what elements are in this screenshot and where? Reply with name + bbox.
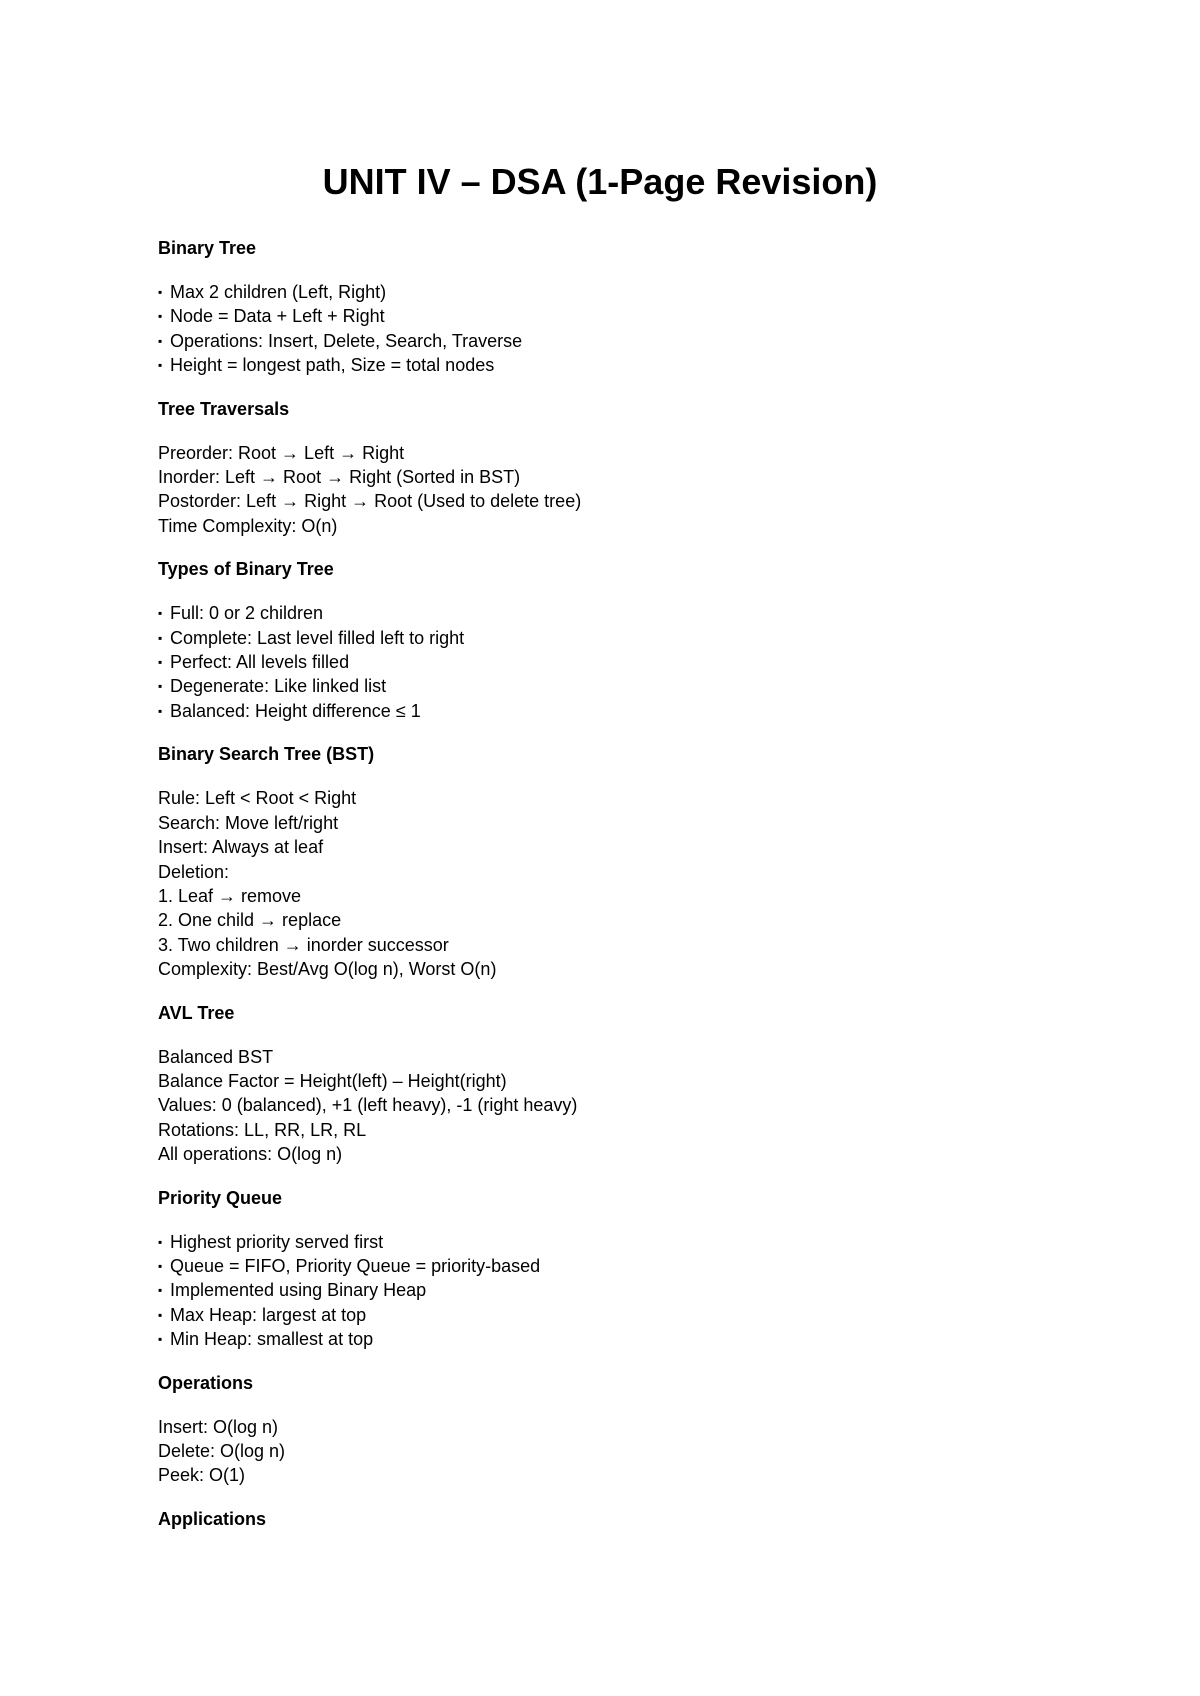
line-text: Postorder: Left → Right → Root (Used to delete tree) [158, 491, 582, 512]
bullet-icon: ▪ [158, 333, 163, 348]
list-item [158, 650, 1058, 674]
list-item [158, 699, 1058, 723]
line-text: Insert: Always at leaf [158, 837, 324, 858]
list-item [158, 601, 1058, 625]
line-text: 3. Two children → inorder successor [158, 934, 449, 955]
list-item [158, 674, 1058, 698]
line-text: 1. Leaf → remove [158, 885, 302, 906]
section [158, 397, 1058, 539]
section-heading: Operations [158, 1372, 254, 1393]
line-text: Inorder: Left → Root → Right (Sorted in BST) [158, 467, 521, 488]
section-heading: Applications [158, 1508, 267, 1529]
text-line [158, 1045, 1058, 1069]
bullet-list [158, 1230, 1058, 1352]
bullet-icon: ▪ [158, 1332, 163, 1347]
line-text: Insert: O(log n) [158, 1416, 279, 1437]
section [158, 1507, 1058, 1531]
bullet-icon: ▪ [158, 358, 163, 373]
bullet-icon: ▪ [158, 1307, 163, 1322]
text-line [158, 1118, 1058, 1142]
bullet-list [158, 601, 1058, 723]
line-text: Perfect: All levels filled [170, 652, 350, 673]
list-item [158, 1327, 1058, 1351]
text-line [158, 957, 1058, 981]
page-title: UNIT IV – DSA (1-Page Revision) [322, 161, 878, 202]
text-line [158, 1439, 1058, 1463]
section-heading: Binary Search Tree (BST) [158, 744, 375, 765]
line-text: Highest priority served first [170, 1231, 384, 1252]
line-text: Rotations: LL, RR, LR, RL [158, 1119, 367, 1140]
text-lines [158, 786, 1058, 981]
list-item [158, 1278, 1058, 1302]
section [158, 742, 1058, 981]
line-text: Min Heap: smallest at top [170, 1329, 374, 1350]
line-text: Operations: Insert, Delete, Search, Traverse [170, 330, 523, 351]
list-item [158, 1254, 1058, 1278]
bullet-icon: ▪ [158, 679, 163, 694]
text-line [158, 860, 1058, 884]
text-line [158, 489, 1058, 513]
bullet-icon: ▪ [158, 1258, 163, 1273]
line-text: Queue = FIFO, Priority Queue = priority-based [170, 1255, 541, 1276]
bullet-icon: ▪ [158, 606, 163, 621]
bullet-icon: ▪ [158, 1283, 163, 1298]
line-text: 2. One child → replace [158, 910, 342, 931]
text-line [158, 933, 1058, 957]
section [158, 1001, 1058, 1167]
line-text: Delete: O(log n) [158, 1441, 286, 1461]
text-line [158, 514, 1058, 538]
text-line [158, 1463, 1058, 1487]
bullet-icon: ▪ [158, 655, 163, 670]
text-line [158, 1142, 1058, 1166]
section-heading: Priority Queue [158, 1187, 283, 1208]
document-body [158, 236, 1058, 1551]
text-line [158, 786, 1058, 810]
text-line [158, 1069, 1058, 1093]
bullet-icon: ▪ [158, 630, 163, 645]
line-text: Max Heap: largest at top [170, 1304, 367, 1325]
line-text: Implemented using Binary Heap [170, 1280, 427, 1301]
section-heading: Binary Tree [158, 238, 257, 258]
bullet-icon: ▪ [158, 1234, 163, 1249]
line-text: Search: Move left/right [158, 812, 339, 833]
text-lines [158, 1415, 1058, 1488]
list-item [158, 626, 1058, 650]
line-text: Peek: O(1) [158, 1465, 246, 1486]
section-heading: Tree Traversals [158, 398, 290, 419]
line-text: Full: 0 or 2 children [170, 603, 324, 624]
list-item [158, 329, 1058, 353]
line-text: Balance Factor = Height(left) – Height(right) [158, 1070, 507, 1091]
section [158, 557, 1058, 723]
text-line [158, 884, 1058, 908]
list-item [158, 1303, 1058, 1327]
bullet-icon: ▪ [158, 309, 163, 324]
text-line [158, 441, 1058, 465]
section [158, 1186, 1058, 1352]
line-text: Time Complexity: O(n) [158, 515, 338, 536]
bullet-icon: ▪ [158, 285, 163, 299]
section [158, 1371, 1058, 1488]
line-text: Complete: Last level filled left to right [170, 627, 465, 648]
line-text: Node = Data + Left + Right [170, 306, 385, 327]
list-item [158, 1230, 1058, 1254]
text-line [158, 908, 1058, 932]
list-item [158, 304, 1058, 328]
text-line [158, 1093, 1058, 1117]
line-text: Deletion: [158, 861, 230, 882]
bullet-list [158, 280, 1058, 378]
bullet-icon: ▪ [158, 703, 163, 718]
list-item [158, 280, 1058, 304]
line-text: Rule: Left < Root < Right [158, 788, 357, 809]
list-item [158, 353, 1058, 377]
line-text: Max 2 children (Left, Right) [170, 282, 387, 302]
line-text: All operations: O(log n) [158, 1144, 343, 1165]
line-text: Degenerate: Like linked list [170, 676, 387, 697]
section [158, 236, 1058, 378]
line-text: Balanced: Height difference ≤ 1 [170, 700, 421, 721]
line-text: Values: 0 (balanced), +1 (left heavy), -1 (right heavy) [158, 1095, 578, 1116]
section-heading: AVL Tree [158, 1002, 235, 1023]
line-text: Complexity: Best/Avg O(log n), Worst O(n) [158, 959, 497, 980]
text-line [158, 1415, 1058, 1439]
text-lines [158, 1045, 1058, 1167]
text-line [158, 811, 1058, 835]
text-line [158, 465, 1058, 489]
text-lines [158, 441, 1058, 539]
line-text: Preorder: Root → Left → Right [158, 442, 405, 463]
line-text: Balanced BST [158, 1046, 274, 1067]
section-heading: Types of Binary Tree [158, 559, 334, 580]
line-text: Height = longest path, Size = total nodes [170, 355, 495, 376]
text-line [158, 835, 1058, 859]
